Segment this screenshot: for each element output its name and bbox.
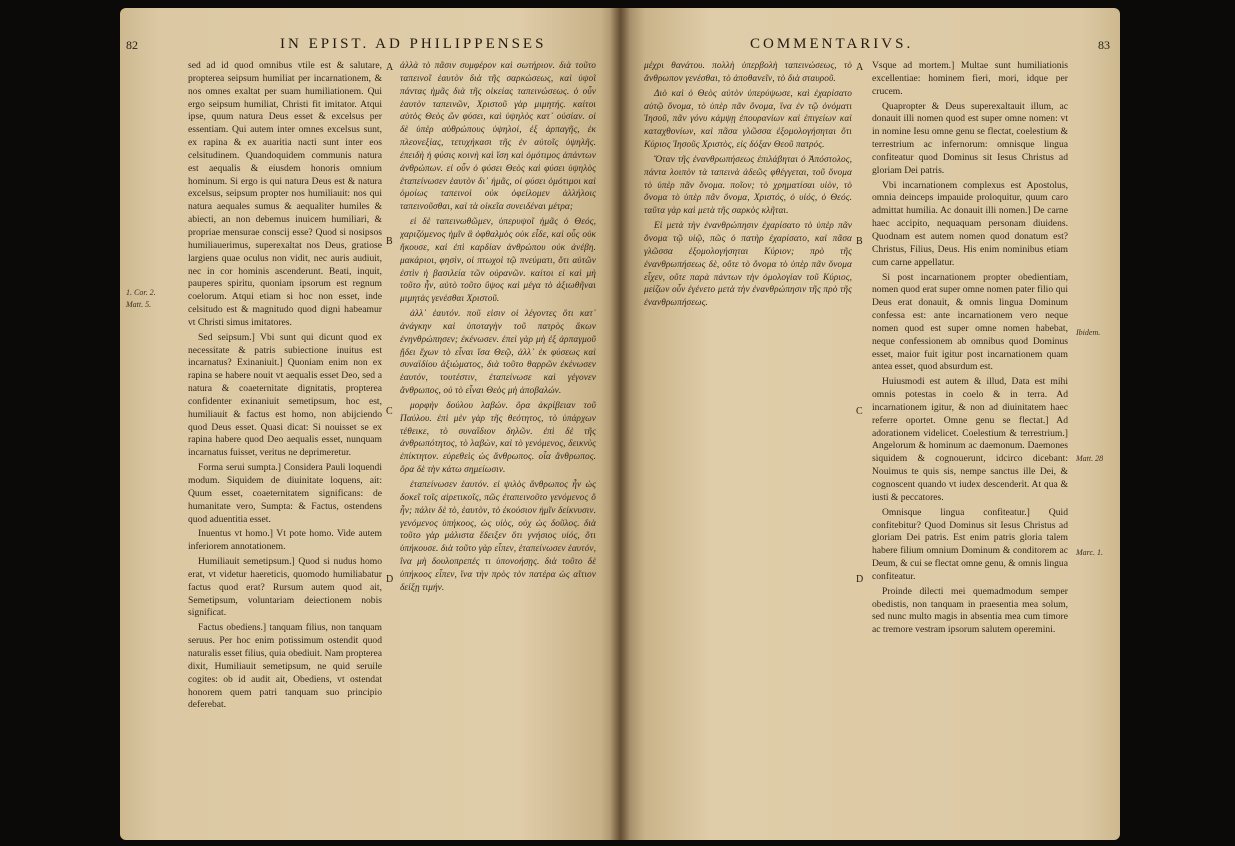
latin-column <box>188 60 382 820</box>
running-head: COMMENTARIVS. <box>750 36 914 52</box>
margin-note: Ibidem. <box>1076 328 1101 337</box>
page-number: 83 <box>1098 38 1110 52</box>
latin-paragraph: Sed seipsum.] Vbi sunt qui dicunt quod ex necessitate & patris subiectione inuitus est incarnatus? Exinaniuit.] Quoniam enim non ex rapina se habere nouit vt aequalis esset Deo, sed a natura & coaeternitate dignitatis, propterea confidenter exinaniuit semetipsum, hoc est, humiliauit & factus est homo, non abijciendo quod Deus esset. Quasi dicat: Si nouisset se ex rapina habere quod Deo aequalis esset, nunquam incarnatus fuisset, veritus ne deprimeretur. <box>188 331 382 459</box>
greek-paragraph: μέχρι θανάτου. πολλὴ ὑπερβολὴ ταπεινώσεως, τὸ ἄνθρωπον γενέσθαι, τὸ ἀποθανεῖν, τὸ διὰ σταυροῦ. <box>644 61 852 84</box>
greek-paragraph: μορφὴν δούλου λαβών. ὅρα ἀκρίβειαν τοῦ Παύλου. ἐπὶ μὲν γὰρ τῆς θεότητος, τὸ ὑπάρχων τέθεικε, τὸ συναΐδιον δηλῶν. ἐπὶ δὲ τῆς ἀνθρωπότητος, τὸ λαβὼν, καὶ τὸ γενόμενος, δεικνὺς ἐπίκτητον. εὑρεθεὶς ὡς ἄνθρωπος. οἷα ἄνθρωπος. ὅρα δὲ τὴν κάτω σημείωσιν. <box>400 400 596 476</box>
margin-note: Matt. 28 <box>1076 454 1104 463</box>
margin-note: Marc. 1. <box>1076 548 1104 557</box>
latin-paragraph: Humiliauit semetipsum.] Quod si nudus homo erat, vt videtur haereticis, quomodo humiliabatur factus quod erat? Rursum autem quod ait, Semetipsum, voluntariam deiectionem nobis significat. <box>188 556 382 619</box>
margin-note: Matt. 5. <box>126 300 152 309</box>
section-letter: C <box>386 406 393 417</box>
greek-paragraph: ἐταπείνωσεν ἑαυτόν. εἰ ψιλὸς ἄνθρωπος ἦν ὡς δοκεῖ τοῖς αἱρετικοῖς, πῶς ἐταπεινοῦτο γενόμενος ὃ ἦν; πάλιν δὲ τὸ, ἑαυτὸν, τὸ ἑκούσιον ἡμῖν δείκνυσιν. γενόμενος ὑπήκοος, ὡς υἱὸς, οὐχ ὡς δοῦλος. διὰ τοῦτο γὰρ μάλιστα ἔδειξεν ὅτι γνήσιος υἱός, ὅτι ὑπήκουσε. διὰ τοῦτο γὰρ εἶπεν, ἐταπείνωσεν ἑαυτόν, ἵνα μὴ δουλοπρεπές τι ὑπονοήσῃς. διὰ τοῦτο δὲ ὑπήκοος εἶπεν, ἵνα τὴν πρὸς τὸν πατέρα ὡς αἴτιον δείξῃ τιμήν. <box>400 480 596 593</box>
section-letter: C <box>856 406 863 417</box>
section-letter: D <box>856 574 864 585</box>
page-number: 82 <box>126 38 138 52</box>
latin-paragraph: sed ad id quod omnibus vtile est & salutare, propterea seipsum humiliat per incarnationem, & nos omnes exaltat per suam humiliationem. Qui ergo seipsum humiliat, Christi fit imitator. Atqui ipse, quum natura Deus esset & excelsus per essentiam. Qui autem inter omnes excelsus sunt, ex rapina & ex auaritia nacti sunt inter eos celsitudinem. Quandoquidem communis natura est aequalis & eiusdem honoris omnium hominum. Si ergo is qui natura Deus est & natura excelsus, seipsum propter nos humiliauit: nos qui natura aequales sumus & aequaliter humiles & abiecti, an non debemus inuicem humiliari, & propriae mensurae conscij esse? Quod si nosipsos humiliauerimus, superexaltat nos Deus, gratiose largiens quae oculus non vidit, nec auris audiuit, nec in cor hominis ascenderunt. Beati, inquit, pauperes spiritu, quoniam ipsorum est regnum coelorum. Atqui etiam si hoc non esset, inde celsitudo est & magnitudo quod digni habeamur vt Christi simus imitatores. <box>188 60 382 328</box>
margin-note: 1. Cor. 2. <box>126 288 156 297</box>
greek-paragraph: ἀλλὰ τὸ πᾶσιν συμφέρον καὶ σωτήριον. διὰ τοῦτο ταπεινοῖ ἑαυτὸν διὰ τῆς σαρκώσεως, καὶ ὑψοῖ πάντας ἡμᾶς διὰ τῆς οἰκείας ταπεινώσεως. ὁ οὖν ἑαυτὸν ταπεινῶν, Χριστοῦ γὰρ μιμητής. καίτοι αὐτὸς Θεὸς ὢν φύσει, καὶ ὑψηλὸς κατ᾽ οὐσίαν. οἱ δὲ ὑπὲρ αὐθρώπους ὑψηλοί, ἐξ ἁρπαγῆς, ἐκ πλεονεξίας, τετυχήκασι τῆς ἐν αὐτοῖς ὑψηλῆς. ἐπειδὴ ἡ φύσις κοινὴ καὶ ἴση καὶ ὁμότιμος ἁπάντων ἀνθρώπων. εἰ οὖν ὁ φύσει Θεὸς καὶ φύσει ὑψηλὸς ἐταπείνωσεν ἑαυτὸν δι᾽ ἡμᾶς, οἱ φύσει ὁμότιμοι καὶ ὁμοίως ταπεινοὶ οὐκ ὀφείλομεν ἀλλήλοις ταπεινοῦσθαι, καὶ τὰ οἰκεῖα συνειδέναι μέτρα; <box>400 61 596 213</box>
latin-paragraph: Huiusmodi est autem & illud, Data est mihi omnis potestas in coelo & in terra. Ad incarnationem igitur, & non ad diuinitatem haec referre oportet. Omne genu se flectat.] Ad adorationem videlicet. Coelestium & terrestrium.] Angelorum & hominum ac daemonum. Daemones siquidem & cognouerunt, idcirco dicebant: Nouimus te quis sis, nempe sanctus ille Dei, & cognoscent quando vt iudex descenderit. At qua & iusti & peccatores. <box>872 376 1068 503</box>
latin-paragraph: Vbi incarnationem complexus est Apostolus, omnia deinceps impauide proloquitur, quum caro admittat humilia. Ac donauit illi nomen.] De carne haec accipito, nequaquam personam diuidens. Quodnam est autem nomen quod donatum est? Christus, Filius, Deus. His enim nominibus etiam cum carne appellatur. <box>872 179 1068 268</box>
greek-paragraph: ἀλλ᾽ ἑαυτόν. ποῦ εἰσιν οἱ λέγοντες ὅτι κατ᾽ ἀνάγκην καὶ ὑποταγὴν τοῦ πατρὸς ἄκων ἐνηνθρώπησεν; ἐκένωσεν. ἐπεὶ γὰρ μὴ ἐξ ἁρπαγμοῦ ᾔδει ἔχων τὸ εἶναι ἴσα Θεῷ, ἀλλ᾽ ἐκ φύσεως καὶ συναϊδίου ἀξιώματος, διὰ τοῦτο θαρρῶν ἐκένωσεν ἑαυτόν, τουτέστιν, ἐταπείνωσε καὶ γέγονεν ἄνθρωπος, οὐ τὸ εἶναι Θεὸς μὴ ἀποβαλών. <box>400 309 596 397</box>
latin-paragraph: Vsque ad mortem.] Multae sunt humiliationis excellentiae: hominem fieri, mori, idque per crucem. <box>872 60 1068 97</box>
section-letter: D <box>386 574 394 585</box>
latin-paragraph: Quapropter & Deus superexaltauit illum, ac donauit illi nomen quod est super omne nomen: vt in nomine Iesu omne genu se flectat, coelestium & terrestrium ac infernorum: omnisque lingua confiteatur quod Dominus sit Iesus Christus ad gloriam Dei patris. <box>872 100 1068 176</box>
latin-paragraph: Factus obediens.] tanquam filius, non tanquam seruus. Per hoc enim potissimum ostendit quod naturalis esset filius, quia obediuit. Nam propterea dixit, Humiliauit semetipsum, ne quid seruile cogites: ob id audit ait, Obediens, vt ostendat honorem quem patri tanquam suo principio deferebat. <box>188 622 382 711</box>
latin-paragraph: Forma serui sumpta.] Considera Pauli loquendi modum. Siquidem de diuinitate loquens, ait: Quum esset, coaeternitatem significans: de humanitate vero, Sumpta: & Factus, ostendens quod aduentitia esset. <box>188 462 382 525</box>
section-letter: B <box>856 236 863 247</box>
greek-paragraph: Διὸ καὶ ὁ Θεὸς αὐτὸν ὑπερύψωσε, καὶ ἐχαρίσατο αὐτῷ ὄνομα, τὸ ὑπὲρ πᾶν ὄνομα, ἵνα ἐν τῷ ὀνόματι Ἰησοῦ, πᾶν γόνυ κάμψῃ ἐπουρανίων καὶ ἐπιγείων καὶ καταχθονίων, καὶ πᾶσα γλῶσσα ἐξομολογήσηται ὅτι Κύριος Ἰησοῦς Χριστὸς, εἰς δόξαν Θεοῦ πατρός. <box>644 88 852 151</box>
latin-paragraph: Inuentus vt homo.] Vt pote homo. Vide autem inferiorem annotationem. <box>188 528 382 553</box>
greek-paragraph: Ὅταν τῆς ἐνανθρωπήσεως ἐπιλάβηται ὁ Ἀπόστολος, πάντα λοιπὸν τὰ ταπεινὰ ἀδεῶς φθέγγεται, τοῦ ὄνομα τὸ ὑπὲρ πᾶν ὄνομα. ποῖον; τὸ χρηματίσαι υἱὸν, τὸ ὄνομα τὸ ὑπὲρ πᾶν ὄνομα, Χριστός, ὁ υἱός, ὁ Θεός. ταῦτα γὰρ καὶ μετὰ τῆς σαρκὸς κλῆται. <box>644 154 852 217</box>
latin-paragraph: Proinde dilecti mei quemadmodum semper obedistis, non tanquam in praesentia mea solum, sed nunc multo magis in absentia mea cum timore ac tremore vestram ipsorum salutem operemini. <box>872 585 1068 636</box>
greek-column <box>644 60 852 820</box>
greek-paragraph: εἰ δὲ ταπεινωθῶμεν, ὑπερυψοῖ ἡμᾶς ὁ Θεός, χαριζόμενος ἡμῖν ἃ ὀφθαλμὸς οὐκ εἶδε, καὶ οὖς οὐκ ἤκουσε, καὶ ἐπὶ καρδίαν ἀνθρώπου οὐκ ἀνέβη. μακάριοι, φησὶν, οἱ πτωχοὶ τῷ πνεύματι, ὅτι αὐτῶν ἐστὶν ἡ βασιλεία τῶν οὐρανῶν. καίτοι εἰ καὶ μὴ τοῦτο ἦν, αὐτὸ τοῦτο ὕψος καὶ μέγα τὸ ἀξιωθῆναι μιμητὰς γενέσθαι Χριστοῦ. <box>400 217 596 305</box>
right-page <box>620 8 1120 840</box>
greek-paragraph: Εἰ μετὰ τὴν ἐνανθρώπησιν ἐχαρίσατο τὸ ὑπὲρ πᾶν ὄνομα τῷ υἱῷ, πῶς ὁ πατὴρ ἐχαρίσατο, καὶ πᾶσα γλῶσσα ἐξομολογήσηται Κύριον; πρὸ τῆς ἐνανθρωπήσεως δὲ, οὔτε τὸ ὄνομα τὸ ὑπὲρ πᾶν ὄνομα εἶχεν, οὔτε παρὰ πάντων τὴν ὁμολογίαν τοῦ Κύριος, μείζων οὖν ἐγένετο μετὰ τὴν ἐνανθρώπησιν τῆς πρὸ τῆς ἐνανθρωπήσεως. <box>644 221 852 309</box>
left-page <box>120 8 620 840</box>
section-letter: B <box>386 236 393 247</box>
section-letter: A <box>856 62 864 73</box>
section-letter: A <box>386 62 394 73</box>
greek-column <box>400 60 596 820</box>
book-gutter <box>610 8 630 840</box>
open-book <box>120 8 1120 840</box>
running-head: IN EPIST. AD PHILIPPENSES <box>280 36 547 52</box>
latin-column <box>872 60 1068 820</box>
latin-paragraph: Si post incarnationem propter obedientiam, nomen quod erat super omne nomen pater filio qui Deus erat donauit, & omnis lingua Dominum confessa est: ante incarnationem vero neque nomen quod est super omne nomen habebat, neque confessionem ab omnibus quod Dominus esset, maior fuit igitur post incarnationem quam antea esset, quod absurdum est. <box>872 271 1068 373</box>
latin-paragraph: Omnisque lingua confiteatur.] Quid confitebitur? Quod Dominus sit Iesus Christus ad gloriam Dei patris. Est enim patris gloria talem habere filium omnium Dominum & conditorem ac Deum, & cui se flectat omne genu, & omnis lingua confiteatur. <box>872 506 1068 582</box>
